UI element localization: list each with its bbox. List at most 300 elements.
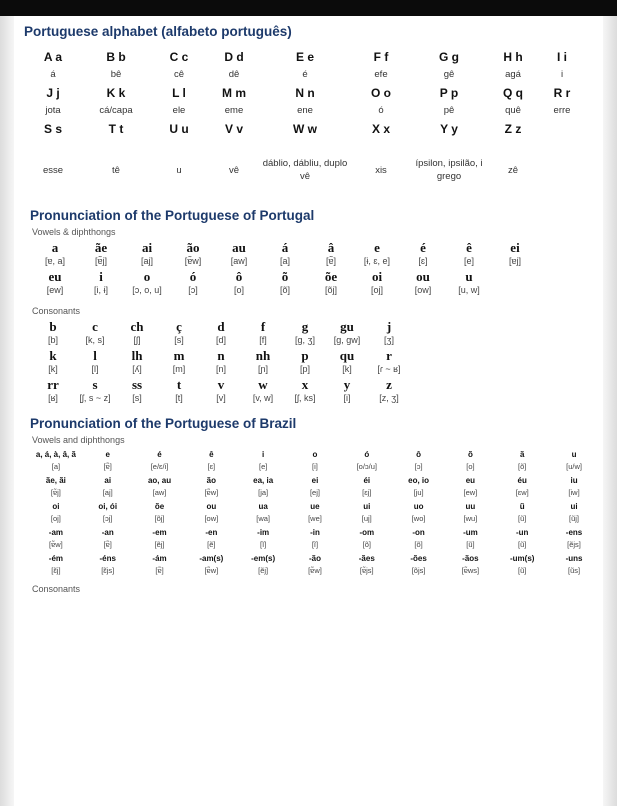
- alphabet-letter-row: [26, 83, 582, 102]
- grapheme: y: [343, 377, 351, 392]
- ipa-value: [ɐ̃w]: [308, 566, 322, 575]
- ipa-value: [k]: [48, 364, 58, 374]
- ipa-value: [ɛ]: [418, 256, 428, 266]
- grapheme: -am: [48, 528, 64, 537]
- pronunciation-cell: [32, 269, 78, 298]
- letter-name-cell: dáblio, dábliu, duplo vê: [262, 158, 348, 182]
- letter-name-cell: efe: [374, 69, 388, 80]
- pronunciation-cell: [393, 526, 445, 552]
- ipa-value: [oj]: [50, 514, 61, 523]
- grapheme: u: [571, 450, 577, 459]
- grapheme: b: [49, 319, 57, 334]
- grapheme: ch: [130, 319, 144, 334]
- pronunciation-cell: [284, 377, 326, 406]
- ipa-value: [õ]: [414, 540, 423, 549]
- ipa-value: [ẽj]: [258, 566, 269, 575]
- ipa-value: [ɛ̃j]: [51, 566, 61, 575]
- letter-cell: X x: [371, 121, 390, 136]
- grapheme: -on: [412, 528, 425, 537]
- letter-name-cell: agá: [505, 69, 521, 80]
- pronunciation-cell: [216, 240, 262, 269]
- ipa-value: [l]: [91, 364, 99, 374]
- ipa-value: [wu]: [463, 514, 478, 523]
- pronunciation-cell: [185, 552, 237, 578]
- grapheme: n: [217, 348, 225, 363]
- ipa-value: [ɐ̃]: [103, 462, 112, 471]
- letter-name-cell: vê: [228, 164, 240, 176]
- ipa-value: [ɡ, ʒ]: [295, 335, 315, 345]
- letter-cell: C c: [169, 49, 189, 64]
- ipa-value: [m]: [172, 364, 186, 374]
- grapheme: -ãos: [462, 554, 479, 563]
- portugal-vowels-label: Vowels & diphthongs: [32, 227, 116, 237]
- ipa-value: [ɛj]: [362, 488, 372, 497]
- pronunciation-cell: [548, 474, 600, 500]
- grapheme: lh: [131, 348, 143, 363]
- grapheme: c: [92, 319, 98, 334]
- ipa-value: [ɐ̃]: [325, 256, 336, 266]
- ipa-value: [k, s]: [85, 335, 105, 345]
- grapheme: -an: [101, 528, 114, 537]
- grapheme: uu: [465, 502, 476, 511]
- letter-name-cell: bê: [110, 69, 122, 80]
- ipa-value: [i]: [312, 462, 318, 471]
- grapheme: ue: [310, 502, 320, 511]
- grapheme: ê: [209, 450, 214, 459]
- letter-cell: Z z: [504, 121, 522, 136]
- grapheme: ũ: [519, 502, 525, 511]
- letter-cell: [542, 119, 582, 138]
- pronunciation-cell: [289, 526, 341, 552]
- letter-cell: B b: [106, 49, 126, 64]
- grapheme: -ães: [358, 554, 375, 563]
- pronunciation-cell: [445, 448, 497, 474]
- pronunciation-cell: [289, 474, 341, 500]
- pronunciation-cell: [82, 552, 134, 578]
- pronunciation-cell: [354, 240, 400, 269]
- ipa-value: [ɐ̃j]: [94, 256, 107, 266]
- grapheme: -in: [310, 528, 320, 537]
- ipa-value: [ɐ̃]: [155, 566, 164, 575]
- grapheme: ai: [141, 240, 153, 255]
- grapheme: t: [176, 377, 182, 392]
- pronunciation-row: [32, 269, 600, 298]
- grapheme: f: [260, 319, 266, 334]
- pronunciation-cell: [82, 500, 134, 526]
- pronunciation-cell: [134, 448, 186, 474]
- portugal-consonants-label: Consonants: [32, 306, 81, 316]
- grapheme: g: [301, 319, 309, 334]
- pronunciation-cell: [134, 526, 186, 552]
- ipa-value: [ẽj]: [154, 540, 165, 549]
- pronunciation-cell: [341, 552, 393, 578]
- pronunciation-cell: [445, 552, 497, 578]
- letter-name-cell: esse: [42, 164, 64, 176]
- letter-name-cell: dê: [228, 69, 240, 80]
- pronunciation-cell: [308, 240, 354, 269]
- grapheme: u: [465, 269, 473, 284]
- pronunciation-cell: [82, 474, 134, 500]
- ipa-value: [ʁ]: [48, 393, 58, 403]
- ipa-value: [ũj]: [569, 514, 580, 523]
- letter-cell: K k: [106, 85, 126, 100]
- pronunciation-cell: [341, 500, 393, 526]
- letter-cell: O o: [371, 85, 391, 100]
- ipa-value: [õ]: [362, 540, 371, 549]
- ipa-value: [ɡ, ɡw]: [333, 335, 361, 345]
- pronunciation-cell: [216, 269, 262, 298]
- grapheme: ui: [363, 502, 371, 511]
- letter-name-cell: ele: [172, 105, 186, 116]
- pronunciation-cell: [30, 448, 82, 474]
- ipa-value: [s]: [132, 393, 142, 403]
- pronunciation-cell: [32, 319, 74, 348]
- grapheme: v: [217, 377, 225, 392]
- ipa-value: [z, ʒ]: [379, 393, 399, 403]
- ipa-value: [ʃ]: [133, 335, 141, 345]
- letter-cell: R r: [553, 85, 571, 100]
- ipa-value: [ʃ, ks]: [294, 393, 316, 403]
- pronunciation-cell: [237, 500, 289, 526]
- ipa-value: [e/ɛ/i]: [150, 462, 169, 471]
- pronunciation-cell: [237, 552, 289, 578]
- grapheme: -um(s): [509, 554, 535, 563]
- letter-cell: W w: [293, 121, 317, 136]
- ipa-value: [õj]: [324, 285, 337, 295]
- letter-cell: S s: [43, 121, 62, 136]
- top-bar: [0, 0, 617, 16]
- grapheme: ç: [176, 319, 182, 334]
- pronunciation-cell: [284, 348, 326, 377]
- pronunciation-cell: [289, 448, 341, 474]
- letter-cell: V v: [224, 121, 243, 136]
- ipa-value: [ĩ]: [260, 540, 267, 549]
- grapheme: oi: [52, 502, 60, 511]
- grapheme: e: [374, 240, 380, 255]
- pronunciation-cell: [30, 526, 82, 552]
- pronunciation-cell: [170, 240, 216, 269]
- pronunciation-cell: [445, 474, 497, 500]
- pronunciation-cell: [262, 269, 308, 298]
- ipa-value: [t]: [175, 393, 183, 403]
- pronunciation-cell: [74, 348, 116, 377]
- pronunciation-cell: [341, 474, 393, 500]
- grapheme: ô: [416, 450, 422, 459]
- pronunciation-cell: [185, 474, 237, 500]
- pronunciation-cell: [32, 240, 78, 269]
- pronunciation-cell: [262, 240, 308, 269]
- pronunciation-cell: [134, 500, 186, 526]
- grapheme: i: [262, 450, 265, 459]
- ipa-value: [ũ]: [518, 514, 527, 523]
- brazil-consonants-label: Consonants: [32, 584, 81, 594]
- pronunciation-cell: [200, 319, 242, 348]
- pronunciation-cell: [185, 526, 237, 552]
- alphabet-letter-row: [26, 47, 582, 66]
- grapheme: éi: [363, 476, 371, 485]
- grapheme: i: [99, 269, 103, 284]
- brazil-vowels-table: [30, 448, 600, 578]
- pronunciation-cell: [548, 448, 600, 474]
- grapheme: uo: [413, 502, 424, 511]
- ipa-value: [ʃ, s ~ z]: [79, 393, 111, 403]
- portugal-consonants-table: [32, 319, 600, 406]
- grapheme: e: [105, 450, 110, 459]
- pronunciation-row: [32, 348, 600, 377]
- ipa-value: [u, w]: [458, 285, 480, 295]
- grapheme: oi, ói: [98, 502, 118, 511]
- pronunciation-cell: [237, 448, 289, 474]
- ipa-value: [ũs]: [567, 566, 581, 575]
- letter-cell: G g: [439, 49, 459, 64]
- grapheme: r: [386, 348, 392, 363]
- letter-name-cell: quê: [505, 105, 521, 116]
- ipa-value: [ʎ]: [132, 364, 142, 374]
- grapheme: ó: [364, 450, 370, 459]
- pronunciation-cell: [32, 348, 74, 377]
- pronunciation-cell: [242, 377, 284, 406]
- ipa-value: [d]: [215, 335, 226, 345]
- grapheme: -um: [463, 528, 478, 537]
- page-title: Portuguese alphabet (alfabeto português): [24, 24, 292, 39]
- letter-name-cell: cá/capa: [99, 105, 133, 116]
- pronunciation-cell: [326, 377, 368, 406]
- portugal-heading: Pronunciation of the Portuguese of Portugal: [30, 208, 315, 223]
- ipa-value: [õ]: [279, 285, 290, 295]
- grapheme: ê: [466, 240, 472, 255]
- pronunciation-cell: [242, 348, 284, 377]
- pronunciation-cell: [400, 240, 446, 269]
- ipa-value: [ɔ, o, u]: [132, 285, 162, 295]
- letter-cell: A a: [43, 49, 63, 64]
- letter-name-cell: erre: [553, 105, 571, 116]
- pronunciation-cell: [354, 269, 400, 298]
- grapheme: eu: [48, 269, 62, 284]
- pronunciation-cell: [496, 474, 548, 500]
- pronunciation-row: [30, 526, 600, 552]
- pronunciation-cell: [134, 552, 186, 578]
- ipa-value: [ej]: [309, 488, 320, 497]
- ipa-value: [ɔ]: [414, 462, 423, 471]
- pronunciation-cell: [368, 319, 410, 348]
- pronunciation-cell: [445, 500, 497, 526]
- pronunciation-cell: [393, 500, 445, 526]
- grapheme: qu: [339, 348, 355, 363]
- ipa-value: [ɐ̃js]: [359, 566, 374, 575]
- grapheme: iu: [570, 476, 578, 485]
- grapheme: ó: [189, 269, 197, 284]
- grapheme: ã: [519, 450, 525, 459]
- pronunciation-cell: [496, 448, 548, 474]
- grapheme: -un: [516, 528, 529, 537]
- grapheme: ô: [235, 269, 243, 284]
- ipa-value: [wo]: [411, 514, 426, 523]
- ipa-value: [p]: [299, 364, 310, 374]
- pronunciation-cell: [400, 269, 446, 298]
- pronunciation-cell: [30, 552, 82, 578]
- ipa-value: [ɐ, a]: [44, 256, 65, 266]
- grapheme: ei: [311, 476, 319, 485]
- ipa-value: [ɲ]: [257, 364, 268, 374]
- pronunciation-cell: [284, 319, 326, 348]
- ipa-value: [ow]: [414, 285, 432, 295]
- pronunciation-row: [30, 500, 600, 526]
- pronunciation-row: [32, 319, 600, 348]
- grapheme: nh: [255, 348, 271, 363]
- ipa-value: [o/ɔ/u]: [356, 462, 377, 471]
- ipa-value: [b]: [47, 335, 58, 345]
- ipa-value: [ũ]: [518, 566, 527, 575]
- letter-name-cell: pê: [443, 105, 455, 116]
- pronunciation-row: [30, 448, 600, 474]
- pronunciation-cell: [496, 526, 548, 552]
- pronunciation-cell: [74, 377, 116, 406]
- grapheme: õ: [281, 269, 289, 284]
- pronunciation-row: [32, 240, 600, 269]
- grapheme: -ám: [152, 554, 167, 563]
- ipa-value: [i]: [343, 393, 351, 403]
- letter-name-cell: eme: [224, 105, 244, 116]
- pronunciation-cell: [496, 552, 548, 578]
- ipa-value: [ũ]: [518, 540, 527, 549]
- pronunciation-cell: [78, 240, 124, 269]
- grapheme: a: [51, 240, 59, 255]
- letter-name-cell: cê: [173, 69, 185, 80]
- letter-cell: J j: [46, 85, 60, 100]
- grapheme: ss: [131, 377, 143, 392]
- ipa-value: [o]: [466, 462, 475, 471]
- ipa-value: [iw]: [568, 488, 580, 497]
- pronunciation-cell: [289, 500, 341, 526]
- ipa-value: [f]: [259, 335, 267, 345]
- grapheme: eu: [465, 476, 476, 485]
- grapheme: é: [157, 450, 162, 459]
- pronunciation-cell: [78, 269, 124, 298]
- grapheme: â: [327, 240, 335, 255]
- grapheme: l: [93, 348, 97, 363]
- grapheme: ãe: [94, 240, 108, 255]
- ipa-value: [v, w]: [252, 393, 274, 403]
- pronunciation-cell: [158, 319, 200, 348]
- letter-name-cell: i: [560, 69, 564, 80]
- ipa-value: [aw]: [152, 488, 167, 497]
- ipa-value: [e]: [258, 462, 268, 471]
- left-margin: [0, 16, 14, 806]
- grapheme: ou: [206, 502, 217, 511]
- grapheme: o: [312, 450, 318, 459]
- ipa-value: [we]: [308, 514, 322, 523]
- ipa-value: [e]: [463, 256, 474, 266]
- pronunciation-cell: [200, 348, 242, 377]
- pronunciation-cell: [446, 240, 492, 269]
- pronunciation-cell: [445, 526, 497, 552]
- ipa-value: [ɨ, ɛ, e]: [363, 256, 391, 266]
- letter-name-cell: zê: [507, 164, 519, 176]
- ipa-value: [õ]: [518, 462, 527, 471]
- ipa-value: [a]: [279, 256, 290, 266]
- ipa-value: [s]: [174, 335, 184, 345]
- pronunciation-cell: [185, 500, 237, 526]
- pronunciation-cell: [170, 269, 216, 298]
- grapheme: -ões: [410, 554, 427, 563]
- pronunciation-cell: [393, 448, 445, 474]
- alphabet-name-row: [26, 138, 582, 202]
- grapheme: d: [217, 319, 225, 334]
- pronunciation-cell: [158, 348, 200, 377]
- pronunciation-cell: [82, 526, 134, 552]
- grapheme: -ém: [48, 554, 64, 563]
- pronunciation-cell: [116, 348, 158, 377]
- pronunciation-cell: [30, 500, 82, 526]
- pronunciation-cell: [548, 552, 600, 578]
- grapheme: k: [49, 348, 57, 363]
- grapheme: ui: [570, 502, 578, 511]
- brazil-vowels-label: Vowels and diphthongs: [32, 435, 125, 445]
- ipa-value: [ĩ]: [311, 540, 319, 549]
- ipa-value: [v]: [216, 393, 226, 403]
- pronunciation-cell: [326, 348, 368, 377]
- ipa-value: [ẽjs]: [567, 540, 581, 549]
- letter-cell: M m: [222, 85, 246, 100]
- ipa-value: [i, ɨ]: [93, 285, 108, 295]
- ipa-value: [aj]: [140, 256, 153, 266]
- grapheme: ai: [104, 476, 112, 485]
- grapheme: ei: [510, 240, 520, 255]
- pronunciation-cell: [116, 377, 158, 406]
- grapheme: s: [92, 377, 98, 392]
- letter-cell: U u: [169, 121, 189, 136]
- grapheme: ão: [206, 476, 217, 485]
- ipa-value: [aw]: [230, 256, 248, 266]
- grapheme: ua: [258, 502, 268, 511]
- pronunciation-cell: [368, 377, 410, 406]
- letter-name-cell: jota: [45, 105, 61, 116]
- grapheme: é: [420, 240, 426, 255]
- letter-name-cell: u: [176, 164, 182, 176]
- grapheme: õe: [154, 502, 165, 511]
- grapheme: -uns: [565, 554, 583, 563]
- pronunciation-cell: [185, 448, 237, 474]
- letter-cell: T t: [108, 121, 124, 136]
- ipa-value: [uj]: [361, 514, 372, 523]
- pronunciation-cell: [124, 269, 170, 298]
- pronunciation-cell: [341, 526, 393, 552]
- ipa-value: [ɐ̃w]: [49, 540, 63, 549]
- pronunciation-cell: [548, 500, 600, 526]
- ipa-value: [ũ]: [466, 540, 475, 549]
- grapheme: -em: [152, 528, 167, 537]
- letter-name-cell: ípsilon, ipsilão, i grego: [415, 158, 483, 182]
- pronunciation-cell: [74, 319, 116, 348]
- pronunciation-cell: [116, 319, 158, 348]
- letter-cell: Q q: [503, 85, 523, 100]
- ipa-value: [o]: [233, 285, 244, 295]
- ipa-value: [ɐ̃j]: [50, 488, 61, 497]
- ipa-value: [ew]: [463, 488, 478, 497]
- ipa-value: [ow]: [204, 514, 219, 523]
- alphabet-letter-row: [26, 119, 582, 138]
- grapheme: z: [386, 377, 392, 392]
- letter-cell: H h: [503, 49, 523, 64]
- grapheme: m: [173, 348, 185, 363]
- ipa-value: [ɐ̃ws]: [461, 566, 480, 575]
- pronunciation-cell: [341, 448, 393, 474]
- ipa-value: [õj]: [154, 514, 165, 523]
- alphabet-table: [26, 47, 582, 202]
- ipa-value: [ɔj]: [102, 514, 113, 523]
- ipa-value: [ɐj]: [508, 256, 521, 266]
- brazil-heading: Pronunciation of the Portuguese of Brazil: [30, 416, 297, 431]
